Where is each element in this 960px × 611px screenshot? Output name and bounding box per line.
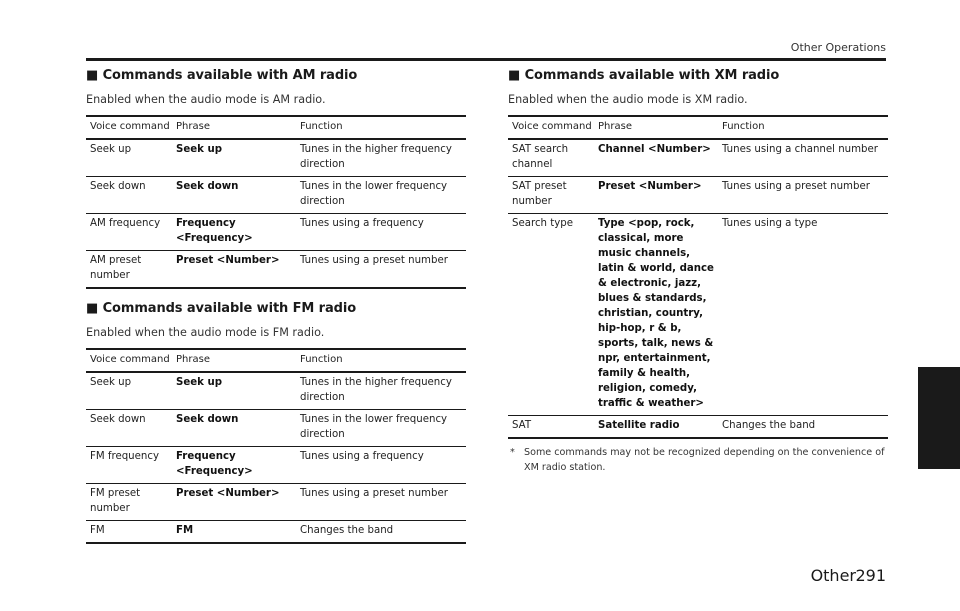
- command-cell: Seek up: [86, 372, 172, 410]
- section-title: ■ Commands available with FM radio: [86, 301, 357, 316]
- table-row: [86, 410, 466, 447]
- command-cell: SAT: [508, 416, 594, 439]
- section-title: ■ Commands available with AM radio: [86, 68, 358, 83]
- command-cell: AM preset number: [86, 251, 172, 289]
- column-header-command: Voice command: [86, 349, 172, 372]
- command-cell: FM preset number: [86, 484, 172, 521]
- phrase-cell: FM: [172, 521, 296, 544]
- am-radio-section: [86, 68, 466, 289]
- section-description: Enabled when the audio mode is AM radio.: [86, 93, 326, 106]
- page-number: 291: [855, 566, 886, 585]
- table-header-row: [86, 349, 466, 372]
- table-row: [508, 177, 888, 214]
- table-row: [86, 177, 466, 214]
- function-cell: Tunes using a type: [718, 214, 888, 416]
- table-row: [86, 251, 466, 289]
- column-header-phrase: Phrase: [172, 116, 296, 139]
- page-header-section: Other Operations: [790, 41, 886, 54]
- command-cell: Seek up: [86, 139, 172, 177]
- function-cell: Tunes using a preset number: [296, 484, 466, 521]
- table-row: [86, 484, 466, 521]
- table-header-row: [508, 116, 888, 139]
- section-title: ■ Commands available with XM radio: [508, 68, 780, 83]
- header-rule: [86, 58, 886, 61]
- section-description: Enabled when the audio mode is FM radio.: [86, 326, 325, 339]
- command-cell: SAT search channel: [508, 139, 594, 177]
- function-cell: Tunes using a frequency: [296, 214, 466, 251]
- am-commands-table: [86, 115, 466, 289]
- column-header-function: Function: [296, 349, 466, 372]
- phrase-cell: Satellite radio: [594, 416, 718, 439]
- command-cell: AM frequency: [86, 214, 172, 251]
- phrase-cell: Preset <Number>: [172, 251, 296, 289]
- section-description: Enabled when the audio mode is XM radio.: [508, 93, 748, 106]
- column-header-function: Function: [296, 116, 466, 139]
- table-row: [86, 139, 466, 177]
- phrase-cell: Seek down: [172, 177, 296, 214]
- phrase-cell: Preset <Number>: [594, 177, 718, 214]
- footnote: [508, 445, 888, 475]
- left-column: [86, 68, 466, 556]
- fm-radio-section: [86, 301, 466, 544]
- command-cell: FM frequency: [86, 447, 172, 484]
- phrase-cell: Preset <Number>: [172, 484, 296, 521]
- table-row: [86, 521, 466, 544]
- footnote-mark: *: [510, 447, 515, 458]
- right-column: [508, 68, 888, 487]
- phrase-cell: Seek up: [172, 139, 296, 177]
- command-cell: Search type: [508, 214, 594, 416]
- table-row: [86, 372, 466, 410]
- function-cell: Changes the band: [718, 416, 888, 439]
- column-header-phrase: Phrase: [172, 349, 296, 372]
- phrase-cell: Frequency <Frequency>: [172, 447, 296, 484]
- command-cell: Seek down: [86, 410, 172, 447]
- function-cell: Tunes using a preset number: [718, 177, 888, 214]
- function-cell: Tunes in the higher frequency direction: [296, 372, 466, 410]
- table-row: [508, 214, 888, 416]
- table-row: [508, 416, 888, 439]
- xm-commands-table: [508, 115, 888, 439]
- function-cell: Tunes in the lower frequency direction: [296, 410, 466, 447]
- chapter-side-tab: [918, 367, 960, 469]
- function-cell: Tunes using a frequency: [296, 447, 466, 484]
- footer-chapter-title: Other: [810, 566, 856, 585]
- function-cell: Tunes using a channel number: [718, 139, 888, 177]
- table-row: [86, 447, 466, 484]
- column-header-command: Voice command: [508, 116, 594, 139]
- column-header-command: Voice command: [86, 116, 172, 139]
- phrase-cell: Channel <Number>: [594, 139, 718, 177]
- phrase-cell: Frequency <Frequency>: [172, 214, 296, 251]
- function-cell: Tunes using a preset number: [296, 251, 466, 289]
- function-cell: Changes the band: [296, 521, 466, 544]
- column-header-function: Function: [718, 116, 888, 139]
- function-cell: Tunes in the higher frequency direction: [296, 139, 466, 177]
- footnote-text: Some commands may not be recognized depending on the convenience of XM radio station.: [524, 447, 885, 473]
- phrase-cell: Type <pop, rock, classical, more music channels, latin & world, dance & electronic, jazz, blues & standards, christian, country, hip-hop, r & b, sports, talk, news & npr, entertainment, family & health, religion, comedy, traffic & weather>: [594, 214, 718, 416]
- table-header-row: [86, 116, 466, 139]
- phrase-cell: Seek down: [172, 410, 296, 447]
- table-row: [508, 139, 888, 177]
- command-cell: FM: [86, 521, 172, 544]
- function-cell: Tunes in the lower frequency direction: [296, 177, 466, 214]
- command-cell: Seek down: [86, 177, 172, 214]
- fm-commands-table: [86, 348, 466, 544]
- phrase-cell: Seek up: [172, 372, 296, 410]
- column-header-phrase: Phrase: [594, 116, 718, 139]
- table-row: [86, 214, 466, 251]
- xm-radio-section: [508, 68, 888, 475]
- command-cell: SAT preset number: [508, 177, 594, 214]
